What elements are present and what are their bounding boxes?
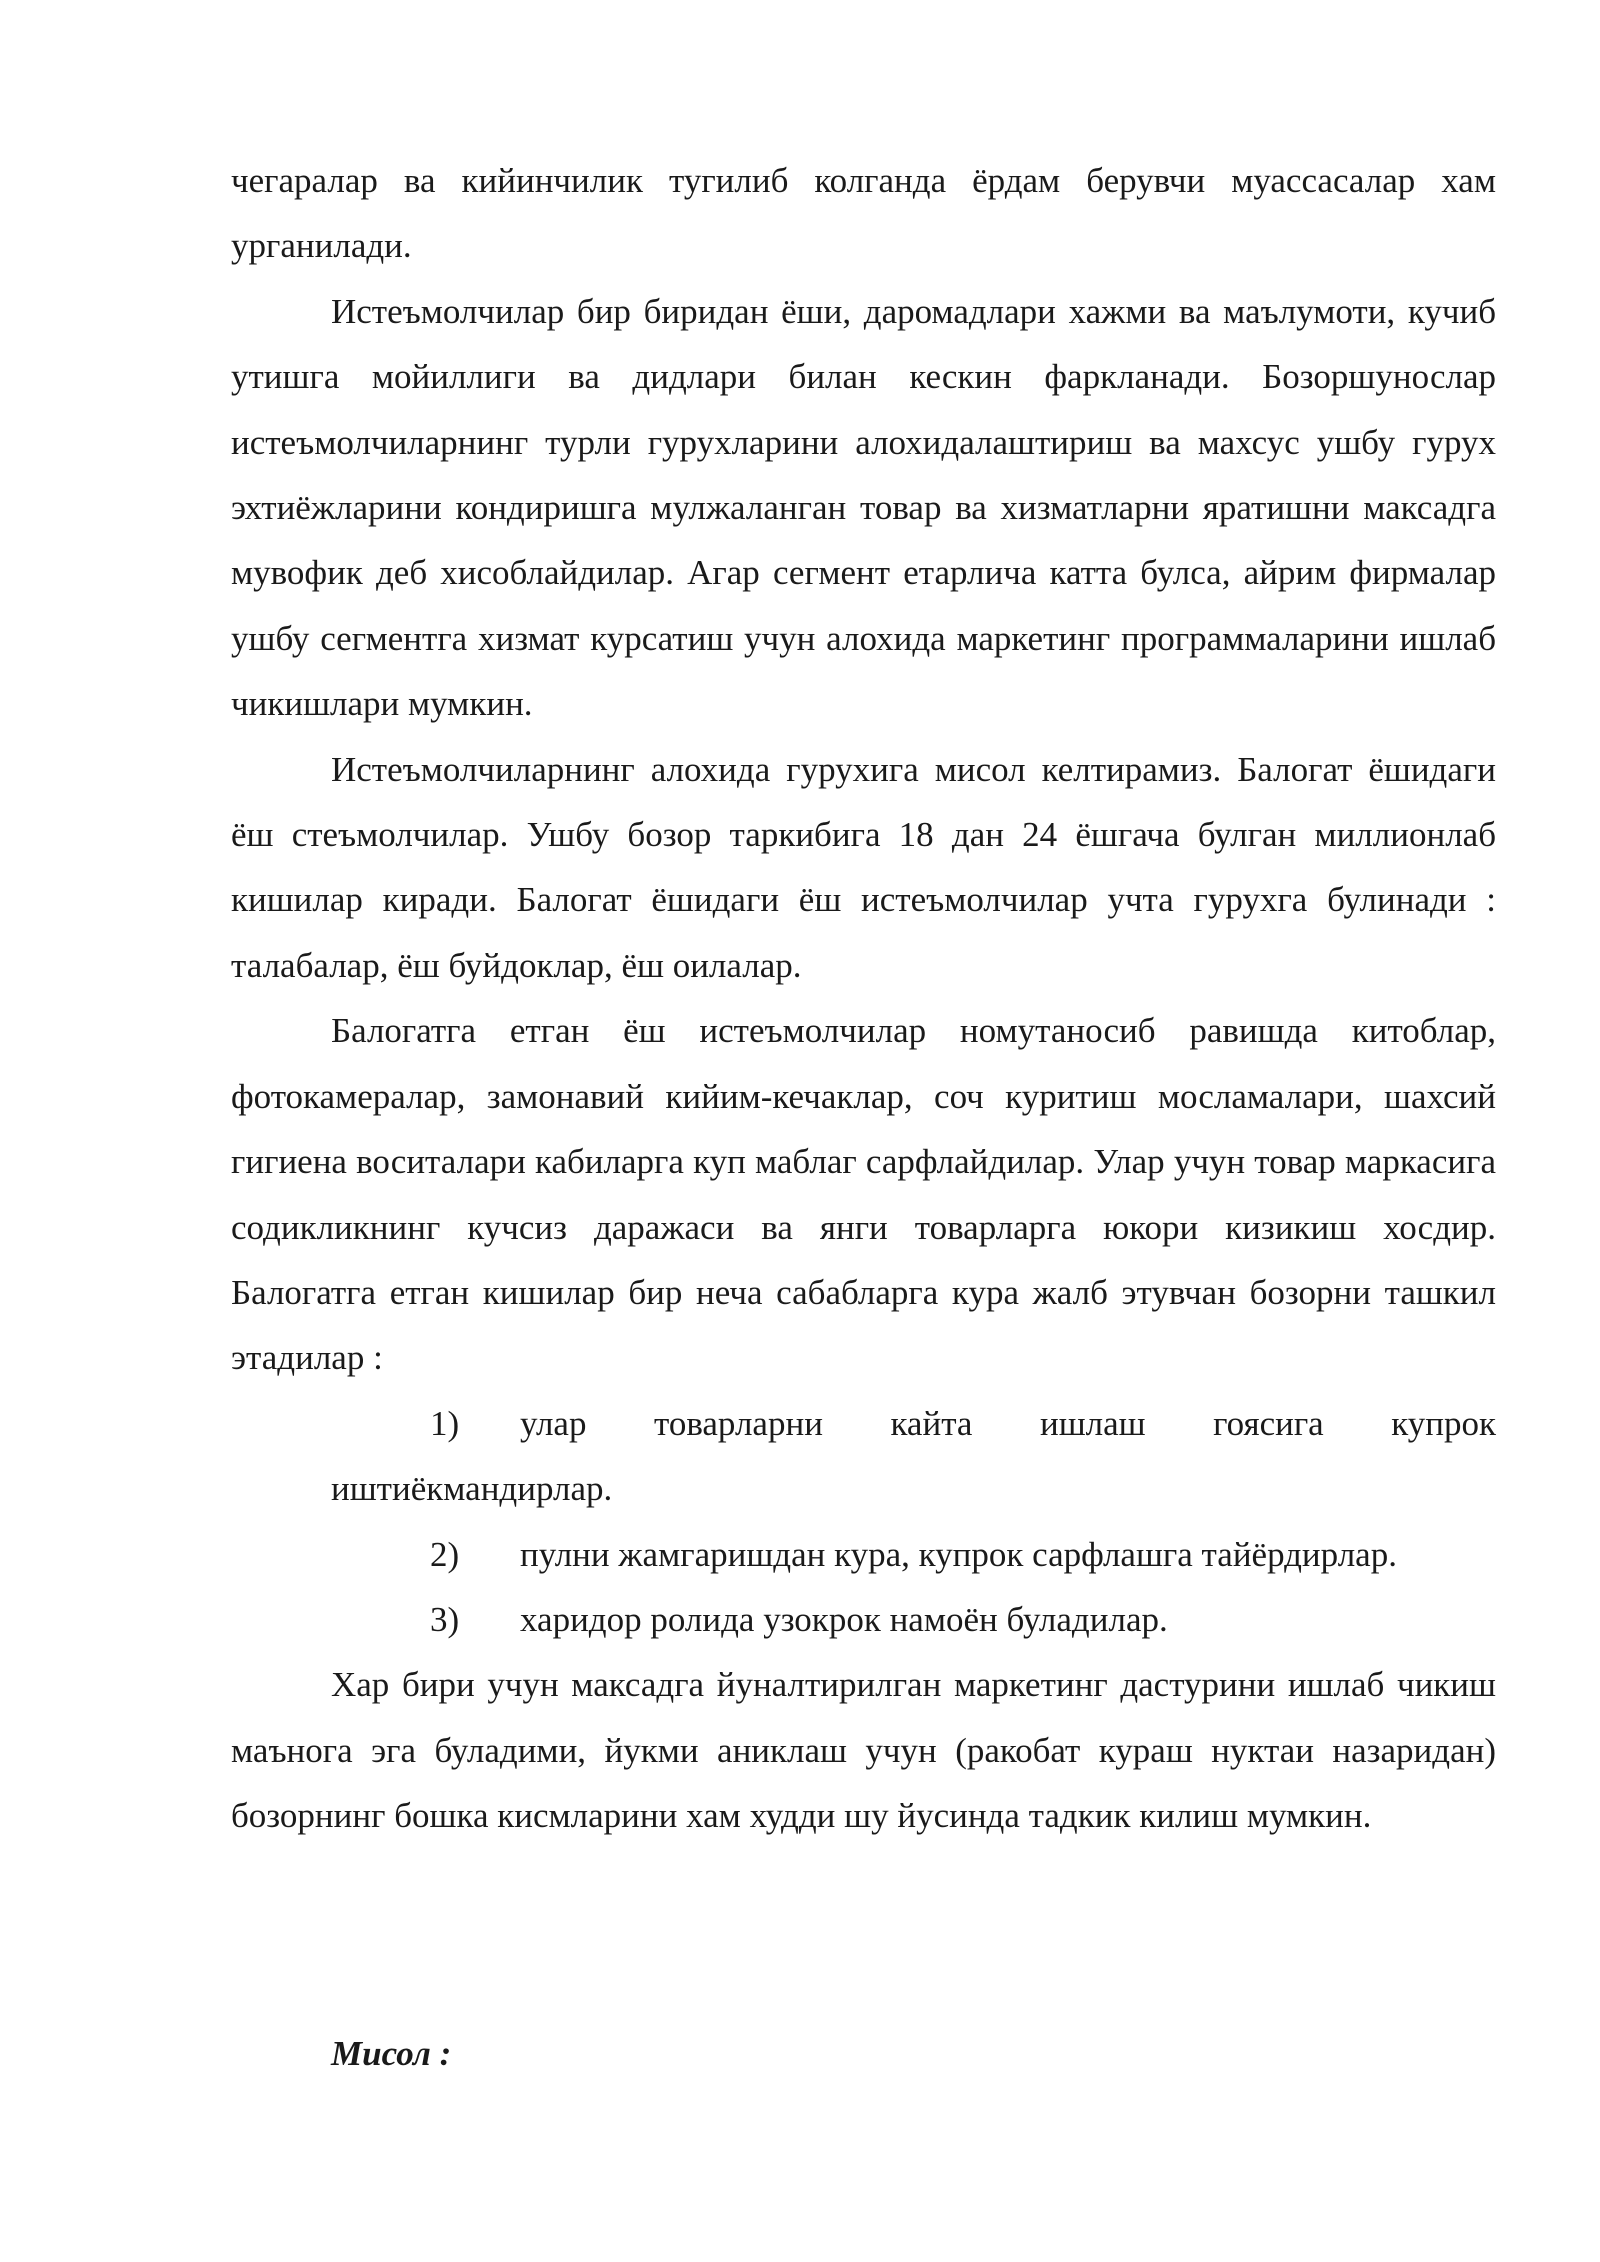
paragraph-example-group: Истеъмолчиларнинг алохида гурухига мисол келтирамиз. Балогат ёшидаги ёш стеъмолчилар. Ушбу бозор таркибига 18 дан 24 ёшгача булган миллионлаб кишилар киради. Балогат ёшидаги ёш истеъмолчилар учта гурухга булинади : талабалар, ёш буйдоклар, ёш оилалар.	[231, 749, 1496, 985]
list-item-1-continuation: иштиёкмандирлар.	[331, 1469, 613, 1509]
paragraph-young-consumers: Балогатга етган ёш истеъмолчилар номутаносиб равишда китоблар, фотокамералар, замонавий кийим-кечаклар, соч куритиш мосламалари, шахсий гигиена воситалари кабиларга куп маблаг сарфлайдилар. Улар учун товар маркасига содикликнинг кучсиз даражаси ва янги товарларга юкори кизикиш хосдир. Балогатга етган кишилар бир неча сабабларга кура жалб этувчан бозорни ташкил этадилар :	[231, 1011, 1496, 1378]
paragraph-consumers: Истеъмолчилар бир биридан ёши, даромадлари хажми ва маълумоти, кучиб утишга мойиллиги ва дидлари билан кескин фаркланади. Бозоршунослар истеъмолчиларнинг турли гурухларини алохидалаштириш ва махсус ушбу гурух эхтиёжларини кондиришга мулжаланган товар ва хизматларни яратишни максадга мувофик деб хисоблайдилар. Агар сегмент етарлича катта булса, айрим фирмалар ушбу сегментга хизмат курсатиш учун алохида маркетинг программаларини ишлаб чикишлари мумкин.	[231, 291, 1496, 724]
list-item-text: улар товарларни кайта ишлаш гоясига купрок	[520, 1403, 1496, 1443]
paragraph-continuation: чегаралар ва кийинчилик тугилиб колганда ёрдам берувчи муассасалар хам урганилади.	[231, 161, 1496, 266]
body-text	[231, 148, 1496, 1849]
list-item-text: пулни жамгаришдан кура, купрок сарфлашга тайёрдирлар.	[520, 1534, 1397, 1574]
section-heading: Мисол :	[331, 2034, 452, 2073]
list-number: 2)	[430, 1534, 460, 1574]
list-number: 1)	[430, 1403, 460, 1443]
list-item-1	[430, 1391, 1496, 1456]
list-number: 3)	[430, 1599, 460, 1639]
list-item-2	[430, 1522, 1496, 1587]
list-item-text: харидор ролида узокрок намоён буладилар.	[520, 1599, 1168, 1639]
list-item-3	[430, 1587, 1496, 1652]
paragraph-targeting: Хар бири учун максадга йуналтирилган маркетинг дастурини ишлаб чикиш маънога эга буладими, йукми аниклаш учун (ракобат кураш нуктаи назаридан) бозорнинг бошка кисмларини хам худди шу йусинда тадкик килиш мумкин.	[231, 1665, 1496, 1836]
